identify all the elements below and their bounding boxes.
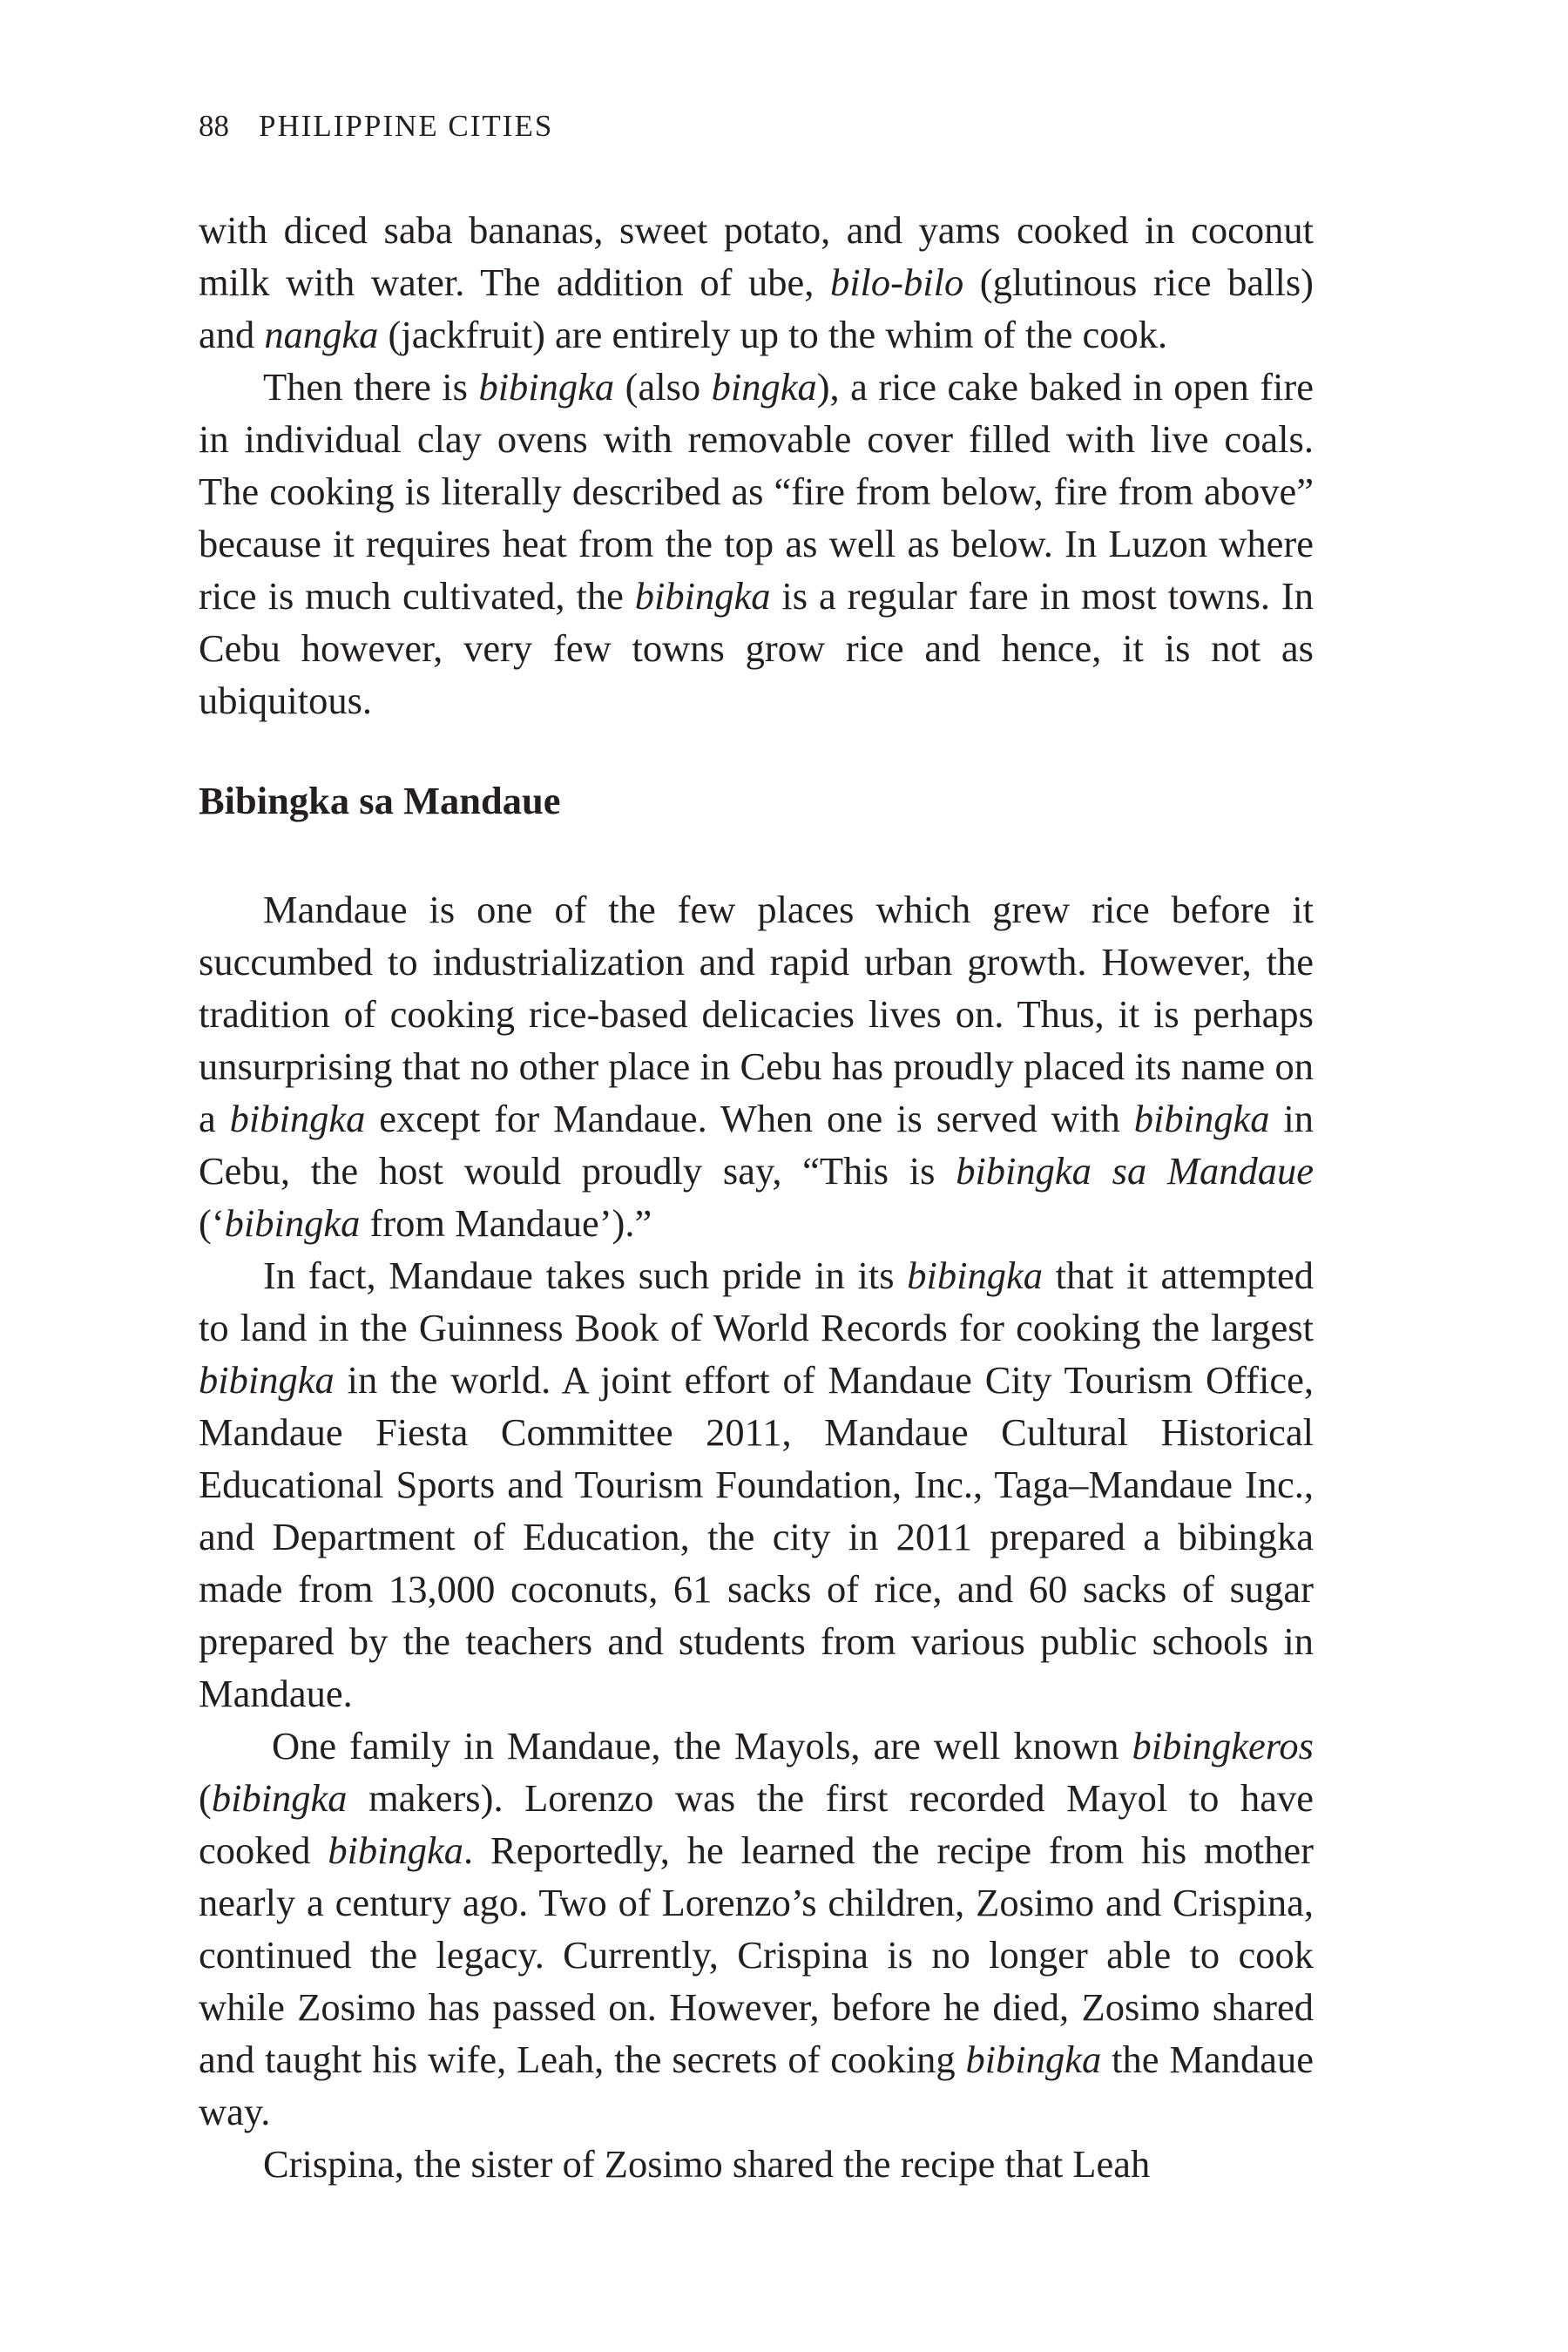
text-run: that it attempted to land in the Guinness Book of World Records for cooking the largest (199, 1254, 1314, 1349)
text-run: (‘ (199, 1201, 225, 1245)
italic-term: bibingka (478, 365, 615, 409)
text-run: In fact, Mandaue takes such pride in its (263, 1254, 908, 1297)
section-heading: Bibingka sa Mandaue (199, 779, 561, 822)
paragraph (199, 2138, 1314, 2190)
paragraph (199, 1249, 1314, 1720)
text-run: except for Mandaue. When one is served with (365, 1097, 1134, 1140)
text-run: (glutinous rice balls) and (199, 260, 1314, 356)
text-run: (also (614, 365, 712, 409)
text-run: in Cebu, the host would proudly say, “This is (199, 1097, 1314, 1193)
text-run: (jackfruit) are entirely up to the whim of the cook. (378, 313, 1168, 356)
italic-term: bibingka (907, 1254, 1043, 1297)
italic-term: bilo-bilo (829, 260, 964, 304)
text-run: in the world. A joint effort of Mandaue City Tourism Office, Mandaue Fiesta Committee 2011, Mandaue Cultural Historical Educational Sports and Tourism Foundation, Inc., Taga–Mandaue Inc., and Department of Education, the city in 2011 prepared a bibingka made from 13,000 coconuts, 61 sacks of rice, and 60 sacks of sugar prepared by the teachers and students from various public schools in Mandaue. (199, 1358, 1314, 1715)
running-title: PHILIPPINE CITIES (259, 109, 554, 143)
paragraph (199, 1720, 1314, 2138)
italic-term: bibingka (199, 1358, 335, 1402)
paragraph (199, 361, 1314, 727)
italic-term: bibingka sa Mandaue (956, 1149, 1315, 1193)
text-run: Mandaue is one of the few places which grew rice before it succumbed to industrialization and rapid urban growth. However, the tradition of cooking rice-based delicacies lives on. Thus, it is perhaps unsurprising that no other place in Cebu has proudly placed its name on a (199, 888, 1314, 1140)
text-run: ), a rice cake baked in open fire in individual clay ovens with removable cover filled with live coals. The cooking is literally described as “fire from below, fire from above” because it requires heat from the top as well as below. In Luzon where rice is much cultivated, the (199, 365, 1314, 618)
text-run: with diced saba bananas, sweet potato, and yams cooked in coconut milk with water. The addition of ube, (199, 208, 1314, 304)
text-run: Crispina, the sister of Zosimo shared the recipe that Leah (263, 2142, 1151, 2186)
paragraph-continued (199, 204, 1314, 361)
italic-term: bibingka (328, 1828, 464, 1872)
text-run: . Reportedly, he learned the recipe from his mother nearly a century ago. Two of Lorenzo’s children, Zosimo and Crispina, continued the legacy. Currently, Crispina is no longer able to cook while Zosimo has passed on. However, before he died, Zosimo shared and taught his wife, Leah, the secrets of cooking (199, 1828, 1314, 2081)
italic-term: bibingka (211, 1776, 348, 1820)
text-run: is a regular fare in most towns. In Cebu however, very few towns grow rice and hence, it is not as ubiquitous. (199, 574, 1314, 722)
text-run: the Mandaue way. (199, 2038, 1314, 2133)
italic-term: nangka (264, 313, 379, 356)
italic-term: bibingka (634, 574, 771, 618)
text-run: makers). Lorenzo was the first recorded Mayol to have cooked (199, 1776, 1314, 1872)
text-run: ( (199, 1776, 212, 1820)
italic-term: bingka (711, 365, 817, 409)
running-head (199, 105, 553, 147)
italic-term: bibingka (1133, 1097, 1270, 1140)
text-run: One family in Mandaue, the Mayols, are well known (272, 1724, 1132, 1767)
italic-term: bibingka (965, 2038, 1102, 2081)
body-text (199, 204, 1314, 2190)
page-number: 88 (199, 109, 229, 143)
text-run: Then there is (263, 365, 479, 409)
italic-term: bibingka (229, 1097, 366, 1140)
italic-term: bibingka (224, 1201, 361, 1245)
italic-term: bibingkeros (1132, 1724, 1314, 1767)
text-run: from Mandaue’).” (360, 1201, 652, 1245)
paragraph (199, 883, 1314, 1249)
